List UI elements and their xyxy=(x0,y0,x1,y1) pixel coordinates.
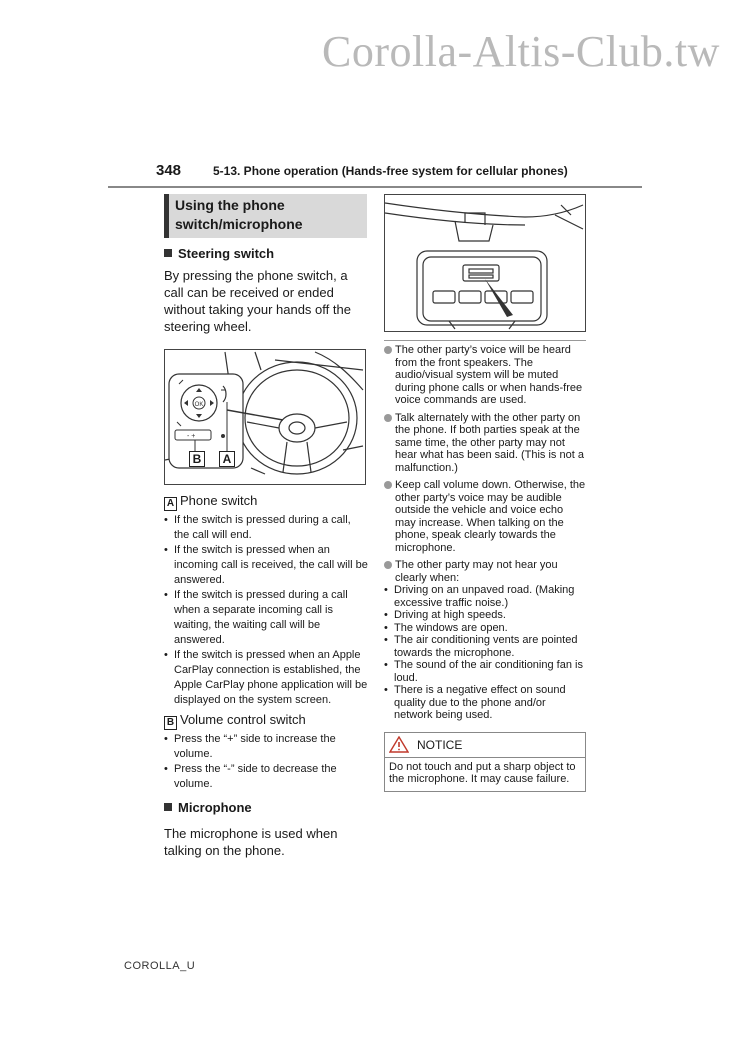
microphone-heading: Microphone xyxy=(164,800,368,815)
divider xyxy=(384,340,586,341)
steering-switch-heading: Steering switch xyxy=(164,246,368,261)
steering-switch-text: By pressing the phone switch, a call can be received or ended without taking your hands off the steering wheel. xyxy=(164,268,351,334)
list-item: • If the switch is pressed during a call when a separate incoming call is waiting, the waiting call will be answered. xyxy=(164,588,368,648)
list-item: • Driving on an unpaved road. (Making excessive traffic noise.) xyxy=(384,584,586,609)
phone-switch-label: A Phone switch xyxy=(164,493,368,511)
list-item: • If the switch is pressed when an incoming call is received, the call will be answered. xyxy=(164,543,368,588)
conditions-list xyxy=(384,584,586,722)
list-item: • The windows are open. xyxy=(384,622,586,635)
list-item: • The sound of the air conditioning fan is loud. xyxy=(384,659,586,684)
page-header xyxy=(108,160,642,188)
steering-switch-illustration xyxy=(164,349,366,485)
list-item: • Driving at high speeds. xyxy=(384,609,586,622)
list-item: • If the switch is pressed during a call, the call will end. xyxy=(164,513,368,543)
note-item: Keep call volume down. Otherwise, the other party’s voice may be audible outside the vehicle and voice echo may increase. When talking on the phone, speak clearly towards the microphone. xyxy=(384,479,586,554)
note-item: Talk alternately with the other party on the phone. If both parties speak at the same time, the other party may not hear what has been said. (This is not a malfunction.) xyxy=(384,412,586,475)
square-bullet-icon xyxy=(164,803,172,811)
volume-switch-list xyxy=(164,732,368,792)
section-heading-line-1: Using the phone xyxy=(175,197,285,213)
notice-text: Do not touch and put a sharp object to the microphone. It may cause failure. xyxy=(389,760,576,785)
microphone-illustration xyxy=(384,194,586,332)
list-item: • There is a negative effect on sound quality due to the phone and/or network being used. xyxy=(384,684,586,722)
list-item: • Press the “-” side to decrease the volume. xyxy=(164,762,368,792)
notice-header xyxy=(385,733,585,758)
note-item: The other party’s voice will be heard from the front speakers. The audio/visual system will be muted during phone calls or when hands-free voice commands are used. xyxy=(384,344,586,407)
page-number: 348 xyxy=(156,162,182,179)
label-a-box: A xyxy=(164,497,177,511)
list-item: • The air conditioning vents are pointed towards the microphone. xyxy=(384,634,586,659)
section-heading-line-2: switch/microphone xyxy=(175,216,303,232)
notice-title: NOTICE xyxy=(417,737,463,752)
circle-bullet-icon xyxy=(384,346,392,354)
figure-label-a: A xyxy=(219,451,235,467)
right-column xyxy=(384,194,586,792)
label-b-box: B xyxy=(164,716,177,730)
section-heading xyxy=(164,194,367,238)
warning-triangle-icon xyxy=(389,736,409,753)
left-column xyxy=(164,194,368,859)
note-item: The other party may not hear you clearly when: xyxy=(384,559,586,584)
footer-code: COROLLA_U xyxy=(124,960,196,972)
svg-text:OK: OK xyxy=(194,402,204,408)
figure-label-b: B xyxy=(189,451,205,467)
watermark: Corolla-Altis-Club.tw xyxy=(322,27,720,76)
circle-bullet-icon xyxy=(384,414,392,422)
microphone-text: The microphone is used when talking on the phone. xyxy=(164,826,338,858)
overhead-console-drawing xyxy=(385,195,585,331)
phone-switch-list xyxy=(164,513,368,708)
volume-switch-label: B Volume control switch xyxy=(164,712,368,730)
circle-bullet-icon xyxy=(384,561,392,569)
list-item: • Press the “+” side to increase the volume. xyxy=(164,732,368,762)
svg-text:- +: - + xyxy=(187,433,196,440)
circle-bullet-icon xyxy=(384,481,392,489)
notice-box xyxy=(384,732,586,792)
chapter-title: 5-13. Phone operation (Hands-free system for cellular phones) xyxy=(213,164,568,178)
list-item: • If the switch is pressed when an Apple CarPlay connection is established, the Apple CarPlay phone application will be displayed on the system screen. xyxy=(164,648,368,708)
square-bullet-icon xyxy=(164,249,172,257)
